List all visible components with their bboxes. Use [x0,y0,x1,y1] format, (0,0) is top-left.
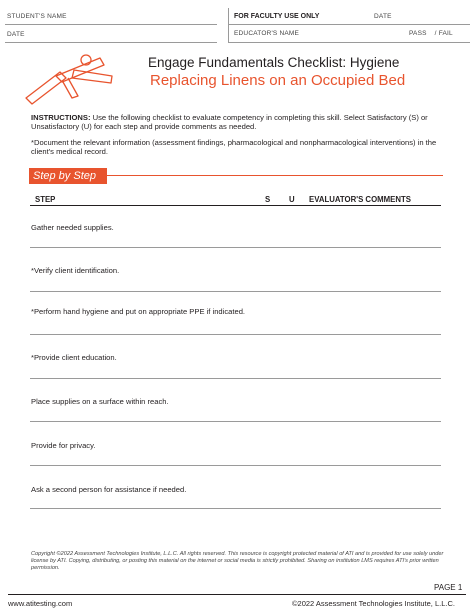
date-label: DATE [7,31,25,38]
page-number: PAGE 1 [434,583,463,592]
row-divider-6 [30,465,441,466]
pass-fail-label: PASS / FAIL [409,30,453,37]
table-header-rule [30,205,441,206]
row-divider-1 [30,247,441,248]
faculty-box-left [228,8,229,42]
figure-logo-icon [16,48,134,110]
row-divider-2 [30,291,441,292]
documentation-note: *Document the relevant information (assessment findings, pharmacological and nonpharmacological interventions) in the client's medical record. [31,138,437,157]
instructions [31,113,451,132]
row-divider-3 [30,334,441,335]
student-name-label: STUDENT'S NAME [7,13,67,20]
copyright-notice: Copyright ©2022 Assessment Technologies Institute, L.L.C. All rights reserved. This resource is copyright protected material of ATI and is provided for use solely under license by ATI. Copying, distributing, or posting this material on the internet or social media is strictly prohibited. Sharing on institution LMS requires ATI's prior written permission. [31,551,444,572]
faculty-rule-2 [228,42,470,43]
faculty-date-label: DATE [374,13,392,20]
column-header-comments: EVALUATOR'S COMMENTS [309,195,411,204]
date-rule [5,42,217,43]
skill-title: Replacing Linens on an Occupied Bed [150,72,406,89]
table-row-5: Place supplies on a surface within reach. [31,397,169,406]
table-row-2: *Verify client identification. [31,266,120,275]
column-header-s: S [265,195,271,204]
educator-name-label: EDUCATOR'S NAME [234,30,300,37]
footer-rights: ©2022 Assessment Technologies Institute, L.L.C. [292,599,455,608]
table-row-4: *Provide client education. [31,353,117,362]
student-name-rule [5,24,217,25]
table-row-3: *Perform hand hygiene and put on appropriate PPE if indicated. [31,307,246,316]
instructions-text: Use the following checklist to evaluate competency in completing this skill. Select Satisfactory (S) or Unsatisfactory (U) for each step and provide comments as needed. [31,113,428,132]
table-row-6: Provide for privacy. [31,441,96,450]
faculty-use-label: FOR FACULTY USE ONLY [234,13,320,20]
row-divider-4 [30,378,441,379]
website-link[interactable]: www.atitesting.com [8,599,73,608]
table-row-7: Ask a second person for assistance if needed. [31,485,187,494]
faculty-rule-1 [228,24,470,25]
footer-rule [8,594,466,595]
table-row-1: Gather needed supplies. [31,223,114,232]
column-header-u: U [289,195,295,204]
instructions-heading: INSTRUCTIONS: [31,113,91,122]
row-divider-7 [30,508,441,509]
checklist-title: Engage Fundamentals Checklist: Hygiene [148,55,400,70]
column-header-step: STEP [35,195,56,204]
row-divider-5 [30,421,441,422]
step-by-step-banner: Step by Step [29,168,107,184]
